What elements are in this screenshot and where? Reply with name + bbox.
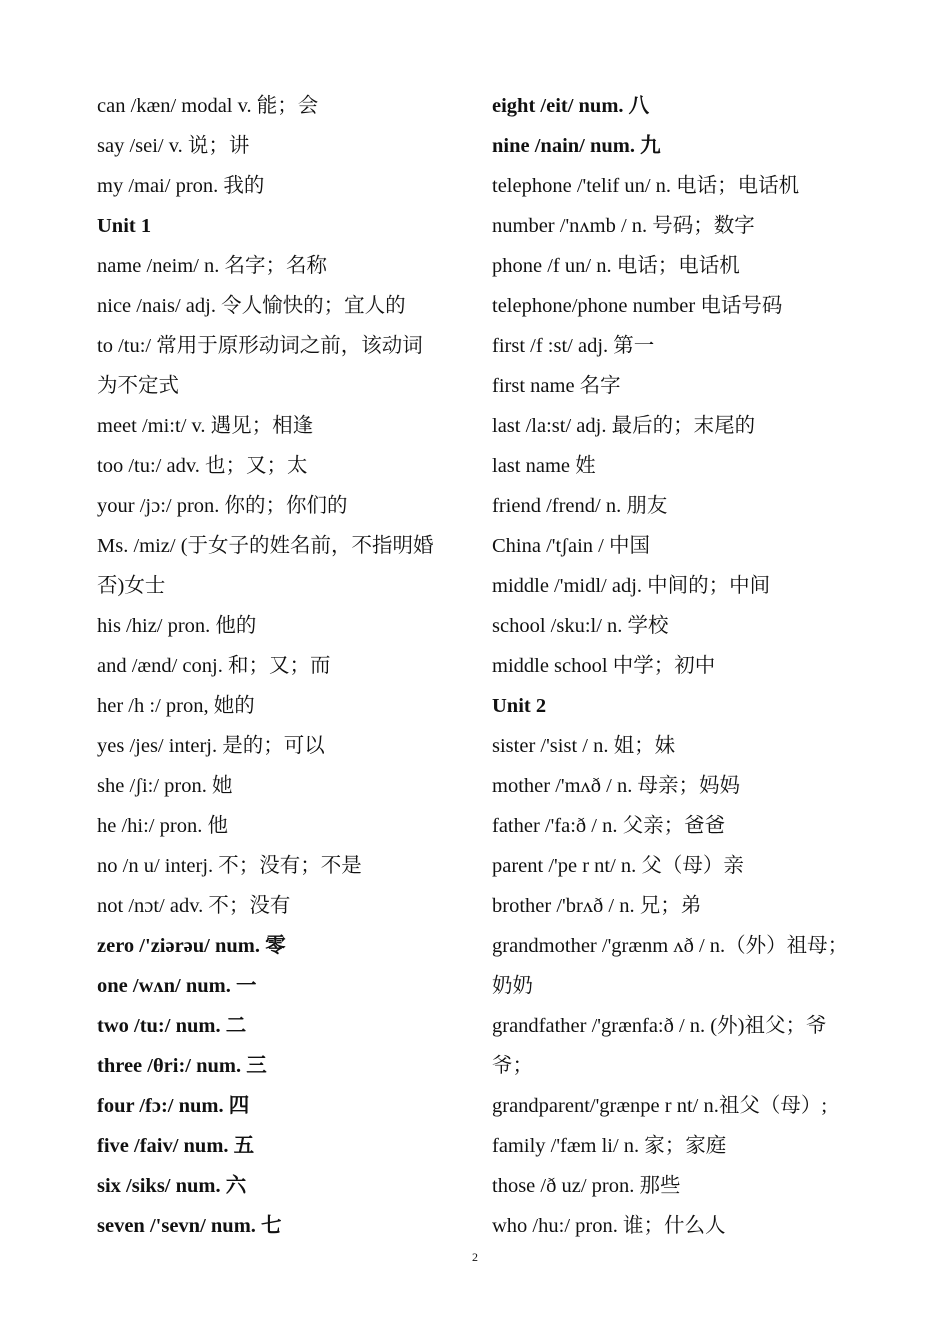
vocab-line: five /faiv/ num. 五: [97, 1135, 255, 1157]
vocab-line: yes /jes/ interj. 是的；可以: [97, 735, 325, 757]
vocab-line: your /jɔ:/ pron. 你的；你们的: [97, 495, 348, 517]
vocab-line: eight /eit/ num. 八: [492, 95, 650, 117]
vocab-line: number /'nʌmb / n. 号码；数字: [492, 215, 755, 237]
vocab-line: first name 名字: [492, 375, 621, 397]
vocab-line: mother /'mʌð / n. 母亲；妈妈: [492, 775, 740, 797]
vocab-line: telephone/phone number 电话号码: [492, 295, 783, 317]
right-column: [492, 86, 872, 1246]
vocab-line: four /fɔ:/ num. 四: [97, 1095, 250, 1117]
vocab-line: father /'fa:ð / n. 父亲；爸爸: [492, 815, 726, 837]
vocab-line: sister /'sist / n. 姐；妹: [492, 735, 676, 757]
vocab-line: middle /'midl/ adj. 中间的；中间: [492, 575, 771, 597]
vocab-line: last /la:st/ adj. 最后的；末尾的: [492, 415, 756, 437]
vocab-line: grandmother /'grænm ʌð / n.（外）祖母；: [492, 935, 849, 957]
vocab-line: Ms. /miz/ (于女子的姓名前，不指明婚: [97, 535, 434, 557]
vocab-line: she /ʃi:/ pron. 她: [97, 775, 233, 797]
vocab-line: my /mai/ pron. 我的: [97, 175, 265, 197]
vocab-line: 爷；: [492, 1055, 533, 1077]
vocab-line: Unit 2: [492, 695, 547, 717]
vocab-line: friend /frend/ n. 朋友: [492, 495, 668, 517]
vocab-line: those /ð uz/ pron. 那些: [492, 1175, 681, 1197]
vocab-line: first /f :st/ adj. 第一: [492, 335, 655, 357]
vocab-line: nine /nain/ num. 九: [492, 135, 661, 157]
vocab-line: 奶奶: [492, 975, 533, 997]
vocab-line: one /wʌn/ num. 一: [97, 975, 257, 997]
vocab-line: telephone /'telif un/ n. 电话；电话机: [492, 175, 800, 197]
vocab-line: brother /'brʌð / n. 兄；弟: [492, 895, 702, 917]
vocab-line: two /tu:/ num. 二: [97, 1015, 247, 1037]
vocab-line: school /sku:l/ n. 学校: [492, 615, 669, 637]
vocab-line: nice /nais/ adj. 令人愉快的；宜人的: [97, 295, 406, 317]
vocab-line: middle school 中学；初中: [492, 655, 716, 677]
vocab-line: grandfather /'grænfa:ð / n. (外)祖父；爷: [492, 1015, 827, 1037]
vocab-line: no /n u/ interj. 不；没有；不是: [97, 855, 362, 877]
vocab-line: China /'tʃain / 中国: [492, 535, 650, 557]
page-number: 2: [472, 1250, 478, 1264]
vocab-line: 为不定式: [97, 375, 179, 397]
vocab-line: to /tu:/ 常用于原形动词之前，该动词: [97, 335, 423, 357]
vocab-line: who /hu:/ pron. 谁；什么人: [492, 1215, 726, 1237]
vocab-line: say /sei/ v. 说；讲: [97, 135, 250, 157]
vocab-line: phone /f un/ n. 电话；电话机: [492, 255, 740, 277]
vocab-line: name /neim/ n. 名字；名称: [97, 255, 328, 277]
vocab-line: seven /'sevn/ num. 七: [97, 1215, 282, 1237]
vocab-line: family /'fæm li/ n. 家；家庭: [492, 1135, 727, 1157]
vocab-line: he /hi:/ pron. 他: [97, 815, 228, 837]
vocab-line: his /hiz/ pron. 他的: [97, 615, 257, 637]
left-column: [97, 86, 469, 1246]
vocab-line: three /θri:/ num. 三: [97, 1055, 267, 1077]
vocab-line: Unit 1: [97, 215, 152, 237]
vocab-line: and /ænd/ conj. 和；又；而: [97, 655, 331, 677]
vocab-line: not /nɔt/ adv. 不；没有: [97, 895, 291, 917]
vocab-line: last name 姓: [492, 455, 596, 477]
vocab-line: too /tu:/ adv. 也；又；太: [97, 455, 308, 477]
vocab-line: her /h :/ pron, 她的: [97, 695, 255, 717]
vocab-line: zero /'ziərəu/ num. 零: [97, 935, 286, 957]
vocab-line: grandparent/'grænpe r nt/ n.祖父（母）;: [492, 1095, 828, 1117]
vocab-line: six /siks/ num. 六: [97, 1175, 247, 1197]
vocab-line: can /kæn/ modal v. 能；会: [97, 95, 319, 117]
vocab-line: parent /'pe r nt/ n. 父（母）亲: [492, 855, 744, 877]
vocab-line: 否)女士: [97, 575, 166, 597]
vocab-line: meet /mi:t/ v. 遇见；相逢: [97, 415, 314, 437]
